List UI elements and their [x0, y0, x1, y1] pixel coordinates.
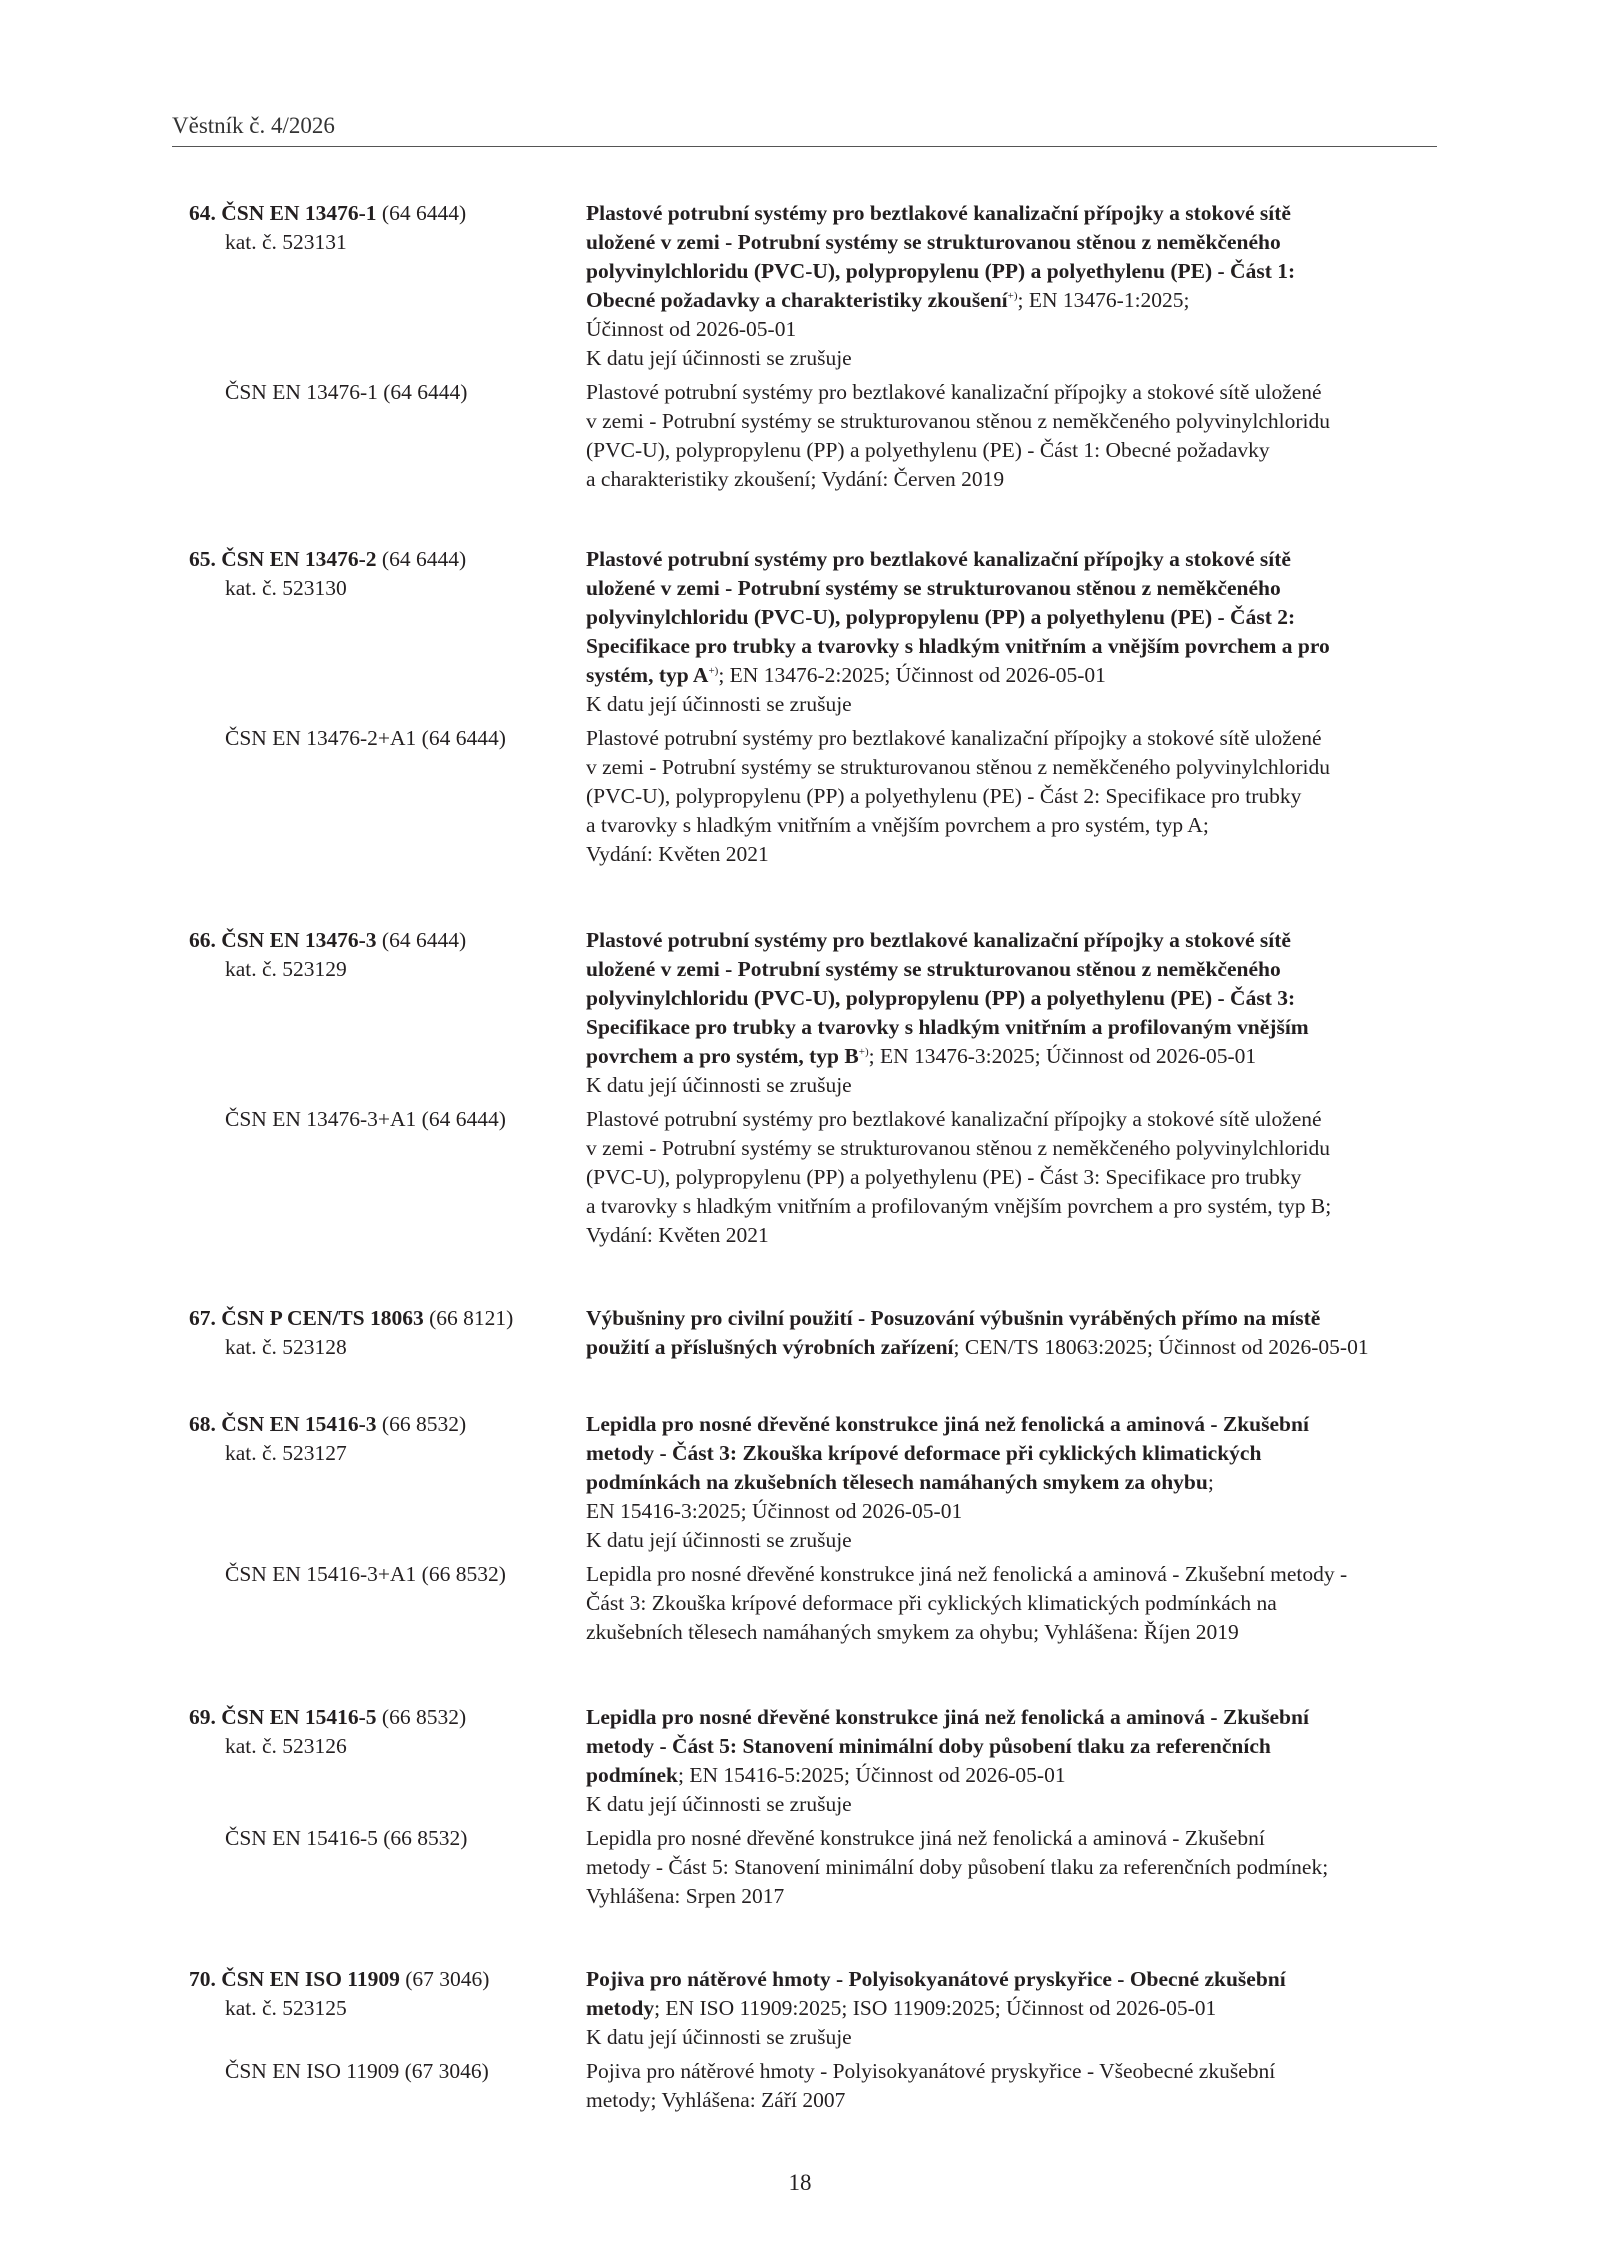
description-line: v zemi - Potrubní systémy se strukturovanou stěnou z neměkčeného polyvinylchloridu	[586, 1136, 1330, 1160]
description-line: (PVC-U), polypropylenu (PP) a polyethylenu (PE) - Část 3: Specifikace pro trubky	[586, 1165, 1302, 1189]
standard-title: systém, typ A	[586, 663, 709, 687]
entry-description	[586, 545, 1446, 719]
standard-title: uložené v zemi - Potrubní systémy se strukturovanou stěnou z neměkčeného	[586, 230, 1281, 254]
standard-title: Výbušniny pro civilní použití - Posuzování výbušnin vyráběných přímo na místě	[586, 1306, 1321, 1330]
standard-title: metody	[586, 1996, 655, 2020]
standard-code: ČSN P CEN/TS 18063	[221, 1306, 424, 1330]
description-line	[586, 1526, 1446, 1555]
footnote-mark: +)	[1007, 290, 1018, 302]
entry-code-line	[189, 1703, 466, 1732]
description-line	[586, 1071, 1446, 1100]
classification-code: (64 6444)	[376, 928, 467, 952]
description-line	[586, 1497, 1446, 1526]
description-line	[586, 632, 1446, 661]
description-line: Plastové potrubní systémy pro beztlakové kanalizační přípojky a stokové sítě uložené	[586, 1107, 1322, 1131]
standard-code: ČSN EN 13476-2	[221, 547, 377, 571]
description-line	[586, 661, 1446, 690]
description-line: a tvarovky s hladkým vnitřním a vnějším povrchem a pro systém, typ A;	[586, 813, 1209, 837]
replaced-description	[586, 1105, 1446, 1250]
description-line	[586, 545, 1446, 574]
replaced-description	[586, 2057, 1446, 2115]
description-line	[586, 1790, 1446, 1819]
standard-title: Specifikace pro trubky a tvarovky s hladkým vnitřním a vnějším povrchem a pro	[586, 634, 1330, 658]
description-line	[586, 286, 1446, 315]
description-line: metody; Vyhlášena: Září 2007	[586, 2088, 846, 2112]
standard-title: podmínek	[586, 1763, 679, 1787]
standard-details: K datu její účinnosti se zrušuje	[586, 1792, 852, 1816]
standard-title: polyvinylchloridu (PVC-U), polypropylenu (PP) a polyethylenu (PE) - Část 1:	[586, 259, 1296, 283]
classification-code: (64 6444)	[376, 201, 467, 225]
standard-title: Pojiva pro nátěrové hmoty - Polyisokyanátové pryskyřice - Obecné zkušební	[586, 1967, 1286, 1991]
standard-code: ČSN EN ISO 11909	[221, 1967, 400, 1991]
entry-number: 66.	[189, 928, 222, 952]
description-line: (PVC-U), polypropylenu (PP) a polyethylenu (PE) - Část 2: Specifikace pro trubky	[586, 784, 1302, 808]
description-line	[586, 1042, 1446, 1071]
description-line: zkušebních tělesech namáhaných smykem za ohybu; Vyhlášena: Říjen 2019	[586, 1620, 1239, 1644]
catalog-number: kat. č. 523126	[225, 1734, 347, 1758]
replaced-code: ČSN EN 15416-3+A1 (66 8532)	[225, 1562, 506, 1586]
description-line	[586, 1703, 1446, 1732]
description-line: v zemi - Potrubní systémy se strukturovanou stěnou z neměkčeného polyvinylchloridu	[586, 755, 1330, 779]
description-line	[586, 199, 1446, 228]
entry-description	[586, 1304, 1446, 1362]
standard-title: uložené v zemi - Potrubní systémy se strukturovanou stěnou z neměkčeného	[586, 957, 1281, 981]
standard-title: Plastové potrubní systémy pro beztlakové kanalizační přípojky a stokové sítě	[586, 928, 1291, 952]
entry-description	[586, 1410, 1446, 1555]
standard-title: metody - Část 3: Zkouška krípové deformace při cyklických klimatických	[586, 1441, 1262, 1465]
standard-title: Lepidla pro nosné dřevěné konstrukce jiná než fenolická a aminová - Zkušební	[586, 1705, 1309, 1729]
description-line	[586, 1304, 1446, 1333]
standard-details: ; EN 15416-5:2025; Účinnost od 2026-05-01	[678, 1763, 1066, 1787]
description-line	[586, 574, 1446, 603]
description-line	[586, 315, 1446, 344]
entry-number: 68.	[189, 1412, 222, 1436]
entry-identifier	[189, 1703, 466, 1761]
description-line: a charakteristiky zkoušení; Vydání: Červen 2019	[586, 467, 1005, 491]
description-line	[586, 228, 1446, 257]
entry-code-line	[189, 199, 466, 228]
description-line: Pojiva pro nátěrové hmoty - Polyisokyanátové pryskyřice - Všeobecné zkušební	[586, 2059, 1276, 2083]
standard-details: ;	[1207, 1470, 1214, 1494]
replaced-description	[586, 378, 1446, 494]
replaced-description	[586, 724, 1446, 869]
classification-code: (66 8121)	[423, 1306, 514, 1330]
standard-details: ; EN 13476-3:2025; Účinnost od 2026-05-01	[868, 1044, 1257, 1068]
description-line: Část 3: Zkouška krípové deformace při cyklických klimatických podmínkách na	[586, 1591, 1277, 1615]
standard-details: ; EN 13476-2:2025; Účinnost od 2026-05-01	[718, 663, 1106, 687]
standard-details: ; EN 13476-1:2025;	[1017, 288, 1190, 312]
replaced-code: ČSN EN 13476-3+A1 (64 6444)	[225, 1107, 506, 1131]
replaced-description	[586, 1560, 1446, 1647]
entry-description	[586, 926, 1446, 1100]
standard-title: povrchem a pro systém, typ B	[586, 1044, 859, 1068]
catalog-number: kat. č. 523125	[225, 1996, 347, 2020]
standard-title: Plastové potrubní systémy pro beztlakové kanalizační přípojky a stokové sítě	[586, 201, 1291, 225]
entry-description	[586, 1965, 1446, 2052]
description-line	[586, 603, 1446, 632]
description-line	[586, 1439, 1446, 1468]
description-line	[586, 1994, 1446, 2023]
replaced-description	[586, 1824, 1446, 1911]
description-line	[586, 1761, 1446, 1790]
description-line	[586, 955, 1446, 984]
classification-code: (66 8532)	[376, 1412, 467, 1436]
standard-title: polyvinylchloridu (PVC-U), polypropylenu (PP) a polyethylenu (PE) - Část 2:	[586, 605, 1296, 629]
standard-code: ČSN EN 15416-5	[221, 1705, 377, 1729]
header-divider	[172, 146, 1437, 147]
description-line: (PVC-U), polypropylenu (PP) a polyethylenu (PE) - Část 1: Obecné požadavky	[586, 438, 1270, 462]
entry-code-line	[189, 1410, 466, 1439]
description-line: a tvarovky s hladkým vnitřním a profilovaným vnějším povrchem a pro systém, typ B;	[586, 1194, 1332, 1218]
classification-code: (66 8532)	[376, 1705, 467, 1729]
catalog-number: kat. č. 523130	[225, 576, 347, 600]
description-line	[586, 1965, 1446, 1994]
standard-title: Lepidla pro nosné dřevěné konstrukce jiná než fenolická a aminová - Zkušební	[586, 1412, 1309, 1436]
entry-number: 64.	[189, 201, 222, 225]
description-line: Plastové potrubní systémy pro beztlakové kanalizační přípojky a stokové sítě uložené	[586, 380, 1322, 404]
entry-identifier	[189, 1965, 489, 2023]
replaced-code: ČSN EN 13476-1 (64 6444)	[225, 380, 468, 404]
entry-number: 70.	[189, 1967, 222, 1991]
replaced-code: ČSN EN 15416-5 (66 8532)	[225, 1826, 468, 1850]
classification-code: (64 6444)	[376, 547, 467, 571]
entry-number: 69.	[189, 1705, 222, 1729]
description-line	[586, 926, 1446, 955]
standard-title: uložené v zemi - Potrubní systémy se strukturovanou stěnou z neměkčeného	[586, 576, 1281, 600]
entry-code-line	[189, 1965, 489, 1994]
entry-identifier	[189, 926, 466, 984]
standard-details: K datu její účinnosti se zrušuje	[586, 2025, 852, 2049]
journal-header: Věstník č. 4/2026	[172, 113, 335, 138]
classification-code: (67 3046)	[399, 1967, 490, 1991]
standard-title: použití a příslušných výrobních zařízení	[586, 1335, 954, 1359]
standard-title: Specifikace pro trubky a tvarovky s hladkým vnitřním a profilovaným vnějším	[586, 1015, 1309, 1039]
standard-details: K datu její účinnosti se zrušuje	[586, 692, 852, 716]
footnote-mark: +)	[708, 665, 719, 677]
catalog-number: kat. č. 523129	[225, 957, 347, 981]
catalog-number: kat. č. 523128	[225, 1335, 347, 1359]
page-number: 18	[788, 2170, 812, 2195]
description-line	[586, 344, 1446, 373]
catalog-number: kat. č. 523127	[225, 1441, 347, 1465]
entry-number: 65.	[189, 547, 222, 571]
footnote-mark: +)	[858, 1046, 869, 1058]
standard-title: Plastové potrubní systémy pro beztlakové kanalizační přípojky a stokové sítě	[586, 547, 1291, 571]
entry-identifier	[189, 1304, 513, 1362]
entry-identifier	[189, 545, 466, 603]
description-line	[586, 984, 1446, 1013]
description-line	[586, 690, 1446, 719]
standard-title: metody - Část 5: Stanovení minimální doby působení tlaku za referenčních	[586, 1734, 1271, 1758]
description-line	[586, 1333, 1446, 1362]
description-line: Lepidla pro nosné dřevěné konstrukce jiná než fenolická a aminová - Zkušební metody -	[586, 1562, 1348, 1586]
description-line: Vydání: Květen 2021	[586, 1223, 769, 1247]
standard-details: K datu její účinnosti se zrušuje	[586, 1528, 852, 1552]
catalog-number: kat. č. 523131	[225, 230, 347, 254]
description-line: metody - Část 5: Stanovení minimální doby působení tlaku za referenčních podmínek;	[586, 1855, 1329, 1879]
description-line: Plastové potrubní systémy pro beztlakové kanalizační přípojky a stokové sítě uložené	[586, 726, 1322, 750]
standard-details: Účinnost od 2026-05-01	[586, 317, 797, 341]
standard-code: ČSN EN 13476-1	[221, 201, 377, 225]
standard-code: ČSN EN 15416-3	[221, 1412, 377, 1436]
standard-title: podmínkách na zkušebních tělesech namáhaných smykem za ohybu	[586, 1470, 1208, 1494]
description-line	[586, 257, 1446, 286]
entry-description	[586, 199, 1446, 373]
entry-identifier	[189, 199, 466, 257]
standard-title: polyvinylchloridu (PVC-U), polypropylenu (PP) a polyethylenu (PE) - Část 3:	[586, 986, 1296, 1010]
description-line: Vydání: Květen 2021	[586, 842, 769, 866]
standard-details: K datu její účinnosti se zrušuje	[586, 1073, 852, 1097]
entry-code-line	[189, 926, 466, 955]
replaced-code: ČSN EN 13476-2+A1 (64 6444)	[225, 726, 506, 750]
description-line: v zemi - Potrubní systémy se strukturovanou stěnou z neměkčeného polyvinylchloridu	[586, 409, 1330, 433]
standard-details: ; EN ISO 11909:2025; ISO 11909:2025; Účinnost od 2026-05-01	[654, 1996, 1217, 2020]
description-line	[586, 1732, 1446, 1761]
description-line	[586, 1013, 1446, 1042]
entry-code-line	[189, 1304, 513, 1333]
description-line	[586, 1468, 1446, 1497]
entry-description	[586, 1703, 1446, 1819]
standard-details: EN 15416-3:2025; Účinnost od 2026-05-01	[586, 1499, 963, 1523]
standard-code: ČSN EN 13476-3	[221, 928, 377, 952]
description-line	[586, 1410, 1446, 1439]
description-line: Lepidla pro nosné dřevěné konstrukce jiná než fenolická a aminová - Zkušební	[586, 1826, 1265, 1850]
standard-details: ; CEN/TS 18063:2025; Účinnost od 2026-05-01	[953, 1335, 1369, 1359]
standard-title: Obecné požadavky a charakteristiky zkoušení	[586, 288, 1008, 312]
entry-code-line	[189, 545, 466, 574]
description-line: Vyhlášena: Srpen 2017	[586, 1884, 785, 1908]
entry-identifier	[189, 1410, 466, 1468]
replaced-code: ČSN EN ISO 11909 (67 3046)	[225, 2059, 489, 2083]
entry-number: 67.	[189, 1306, 222, 1330]
standard-details: K datu její účinnosti se zrušuje	[586, 346, 852, 370]
description-line	[586, 2023, 1446, 2052]
